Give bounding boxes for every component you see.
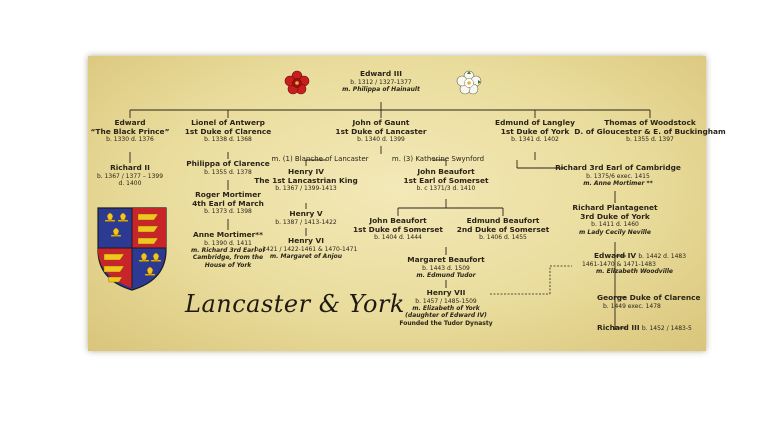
- henry-iv-dates: b. 1367 / 1399-1413: [275, 185, 337, 193]
- gaunt-spouse-blanche: m. (1) Blanche of Lancaster: [271, 155, 369, 163]
- edward-iii-dates: b. 1312 / 1327-1377: [350, 78, 412, 86]
- diagram-title: Lancaster & York: [185, 290, 405, 318]
- henry-vi-name: Henry VI: [288, 236, 324, 245]
- henry-vii-spouse-note: (daughter of Edward IV): [405, 312, 487, 320]
- jbeaufort-name: John Beaufort: [417, 167, 475, 176]
- node-richard-plantagenet: [572, 204, 657, 236]
- henry-vii-spouse: m. Elizabeth of York: [412, 305, 480, 312]
- edward-iv-dates: b. 1442 d. 1483: [638, 253, 687, 260]
- node-roger-mortimer: [192, 191, 264, 216]
- henry-iv-name: Henry IV: [288, 167, 324, 176]
- margaret-spouse: m. Edmund Tudor: [416, 272, 476, 279]
- node-lionel: [185, 119, 271, 144]
- henry-v-dates: b. 1387 / 1413-1422: [275, 218, 337, 226]
- jbeaufort2-title: 1st Duke of Somerset: [353, 224, 443, 234]
- langley-title: 1st Duke of York: [500, 126, 570, 136]
- woodstock-dates: b. 1355 d. 1397: [626, 136, 674, 144]
- node-george-clarence: [597, 294, 701, 310]
- richard-ii-name: Richard II: [110, 163, 150, 172]
- gaunt-spouse-katherine: m. (3) Katherine Swynford: [391, 155, 485, 163]
- black-prince-title: “The Black Prince”: [90, 126, 170, 136]
- richard-plan-spouse: m Lady Cecily Neville: [579, 228, 651, 236]
- node-john-of-gaunt: [335, 119, 426, 144]
- node-edmund-of-langley: [495, 119, 575, 144]
- henry-v-name: Henry V: [289, 209, 323, 218]
- lionel-dates: b. 1338 d. 1368: [204, 136, 252, 144]
- richard-iii-dates: b. 1452 / 1483-5: [641, 325, 692, 332]
- jbeaufort2-name: John Beaufort: [369, 216, 427, 225]
- node-henry-v: [275, 210, 336, 226]
- henry-iv-title: The 1st Lancastrian King: [254, 175, 358, 185]
- anne-spouse-3: House of York: [204, 261, 252, 269]
- family-tree-parchment: [88, 56, 726, 351]
- node-henry-vii: [399, 289, 492, 327]
- node-richard-ii: [97, 164, 163, 187]
- henry-vii-name: Henry VII: [426, 288, 466, 297]
- ebeaufort-name: Edmund Beaufort: [466, 216, 540, 225]
- jbeaufort2-dates: b. 1404 d. 1444: [374, 234, 422, 242]
- gaunt-dates: b. 1340 d. 1399: [357, 136, 405, 144]
- node-thomas-of-woodstock: [574, 119, 725, 144]
- langley-dates: b. 1341 d. 1402: [511, 136, 559, 144]
- henry-vii-note: Founded the Tudor Dynasty: [399, 319, 493, 327]
- philippa-name: Philippa of Clarence: [186, 159, 270, 168]
- lionel-title: 1st Duke of Clarence: [184, 126, 272, 136]
- woodstock-name: Thomas of Woodstock: [604, 118, 696, 127]
- richard-cam-spouse: m. Anne Mortimer **: [583, 180, 653, 187]
- node-edmund-beaufort: [457, 217, 550, 242]
- richard-plan-title: 3rd Duke of York: [580, 211, 650, 221]
- jbeaufort-dates: b. c 1371/3 d. 1410: [416, 185, 476, 193]
- node-black-prince: [91, 119, 170, 144]
- node-margaret-beaufort: [407, 256, 484, 279]
- ebeaufort-title: 2nd Duke of Somerset: [456, 224, 550, 234]
- node-edward-iv: [582, 251, 687, 275]
- lionel-name: Lionel of Antwerp: [191, 118, 265, 127]
- edward-iv-name: Edward IV: [594, 251, 637, 260]
- black-prince-dates: b. 1330 d. 1376: [106, 136, 154, 144]
- white-rose-icon: [456, 70, 482, 96]
- henry-vii-dates: b. 1457 / 1485-1509: [415, 297, 477, 305]
- anne-spouse-2: Cambridge, from the: [192, 254, 264, 262]
- node-john-beaufort-duke: [353, 217, 443, 242]
- richard-cam-name: Richard 3rd Earl of Cambridge: [555, 163, 681, 172]
- george-dates: b. 1449 exec. 1478: [603, 302, 661, 310]
- gaunt-title: 1st Duke of Lancaster: [335, 126, 427, 136]
- roger-dates: b. 1373 d. 1398: [204, 208, 252, 216]
- langley-name: Edmund of Langley: [495, 118, 575, 127]
- node-henry-iv: [254, 168, 358, 193]
- richard-cam-dates: b. 1375/6 exec. 1415: [586, 172, 650, 180]
- richard-ii-dates: b. 1367 / 1377 – 1399: [96, 172, 164, 180]
- jbeaufort-title: 1st Earl of Somerset: [403, 175, 489, 185]
- roger-title: 4th Earl of March: [192, 198, 264, 208]
- henry-vi-spouse: m. Margaret of Anjou: [269, 253, 343, 260]
- node-richard-iii: [597, 324, 692, 333]
- edward-iv-reign: 1461-1470 & 1471-1483: [582, 260, 656, 268]
- henry-vi-dates: b. 1421 / 1422-1461 & 1470-1471: [254, 245, 358, 253]
- edward-iii-name: Edward III: [360, 69, 402, 78]
- royal-arms-shield-icon: [96, 206, 168, 292]
- edward-iv-spouse: m. Elizabeth Woodville: [596, 268, 673, 275]
- margaret-name: Margaret Beaufort: [407, 255, 485, 264]
- richard-plan-name: Richard Plantagenet: [572, 203, 658, 212]
- red-rose-icon: [284, 70, 310, 96]
- node-henry-vi: [255, 237, 358, 260]
- node-edward-iii: [342, 70, 420, 93]
- edward-iii-spouse: m. Philippa of Hainault: [342, 86, 420, 93]
- philippa-dates: b. 1355 d. 1378: [204, 168, 252, 176]
- richard-plan-dates: b. 1411 d. 1460: [591, 221, 639, 229]
- george-name: George Duke of Clarence: [597, 293, 701, 302]
- anne-spouse-1: m. Richard 3rd Earl of: [190, 247, 266, 254]
- node-john-beaufort-earl: [403, 168, 488, 193]
- woodstock-title: D. of Gloucester & E. of Buckingham: [574, 126, 726, 136]
- node-richard-earl-cambridge: [555, 164, 681, 187]
- roger-name: Roger Mortimer: [195, 190, 261, 199]
- black-prince-name: Edward: [114, 118, 146, 127]
- margaret-dates: b. 1443 d. 1509: [422, 264, 470, 272]
- gaunt-name: John of Gaunt: [352, 118, 410, 127]
- anne-name: Anne Mortimer**: [192, 230, 264, 239]
- richard-iii-name: Richard III: [597, 323, 640, 332]
- anne-dates: b. 1390 d. 1411: [204, 239, 252, 247]
- ebeaufort-dates: b. 1406 d. 1455: [479, 234, 527, 242]
- richard-ii-death: d. 1400: [118, 180, 142, 187]
